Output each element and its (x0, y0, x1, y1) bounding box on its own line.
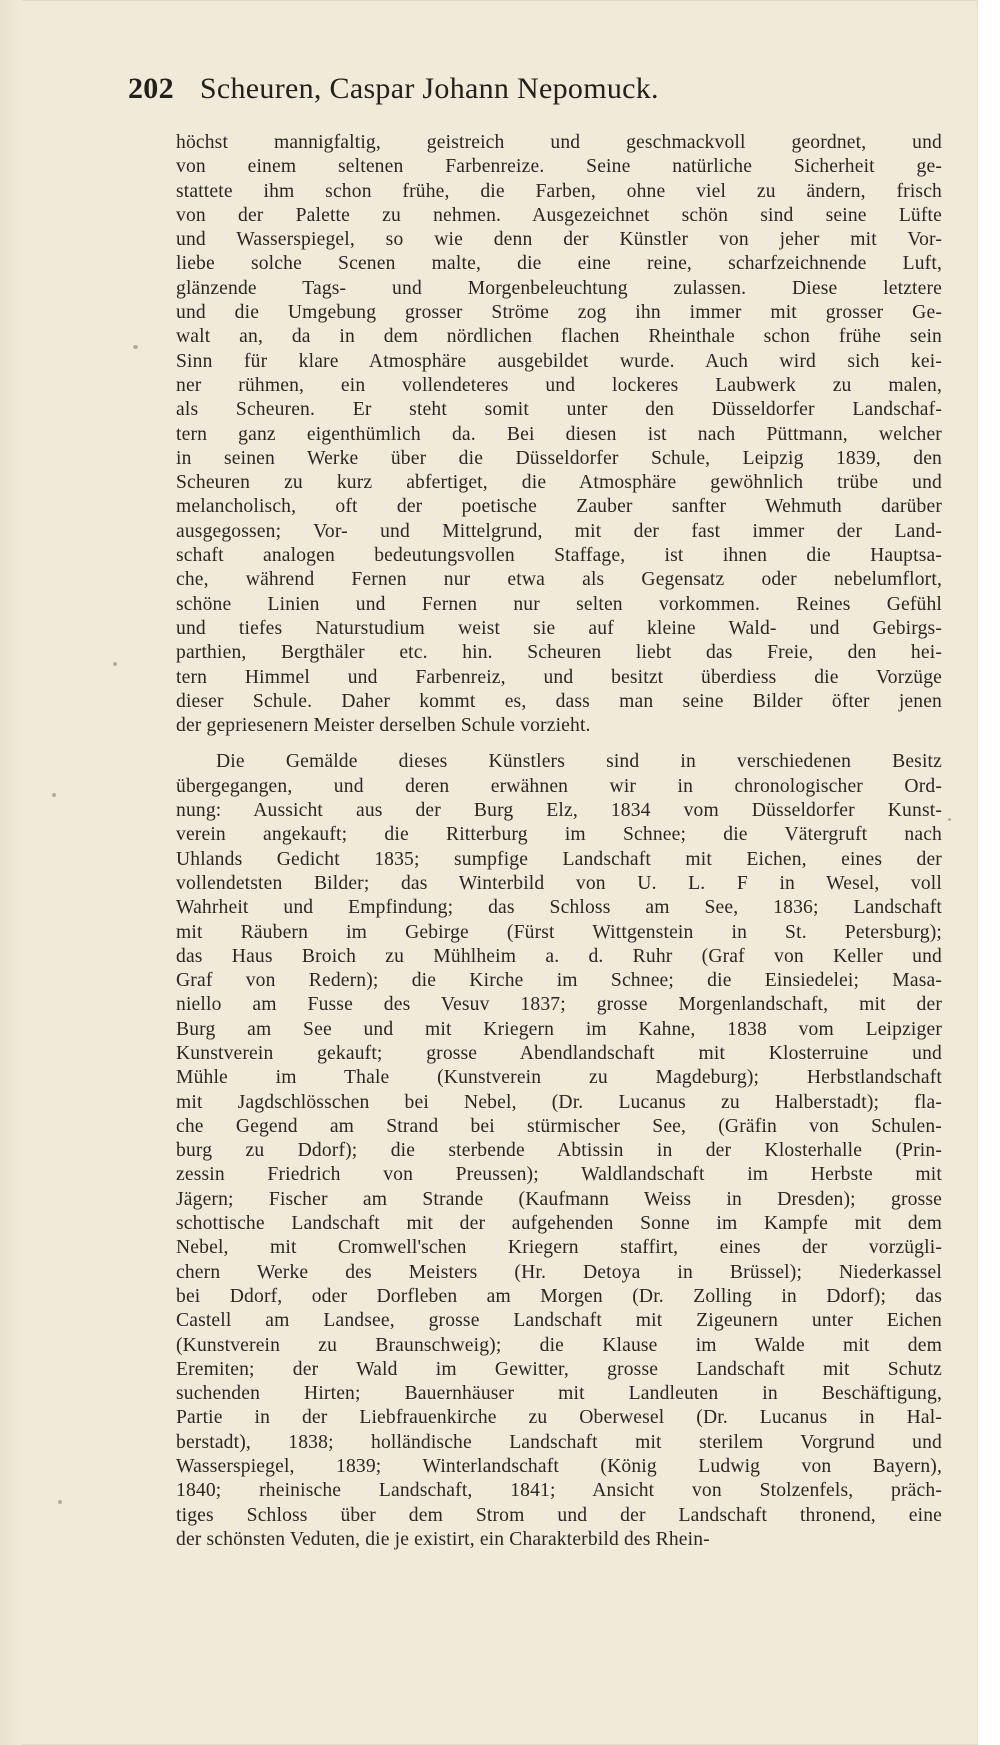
line-text: Die Gemälde dieses Künstlers sind in verschiedenen Besitz (216, 751, 942, 773)
line-text: suchenden Hirten; Bauernhäuser mit Landleuten in Beschäftigung, (176, 1383, 942, 1405)
line-text: mit Räubern im Gebirge (Fürst Wittgenstein in St. Petersburg); (176, 921, 942, 943)
text-line (176, 252, 942, 276)
paragraph-2 (176, 750, 942, 1552)
text-line (176, 1479, 942, 1503)
line-text: Jägern; Fischer am Strande (Kaufmann Weiss in Dresden); grosse (176, 1188, 942, 1210)
line-text: stattete ihm schon frühe, die Farben, ohne viel zu ändern, frisch (176, 180, 942, 202)
text-line (176, 180, 942, 204)
line-text: in seinen Werke über die Düsseldorfer Schule, Leipzig 1839, den (176, 447, 942, 469)
text-line (176, 799, 942, 823)
paper-speck (52, 793, 56, 797)
paper-speck (948, 818, 951, 821)
page-number: 202 (128, 72, 174, 105)
line-text: che Gegend am Strand bei stürmischer See, (Gräfin von Schulen- (176, 1115, 942, 1137)
text-line (176, 666, 942, 690)
line-text: chern Werke des Meisters (Hr. Detoya in Brüssel); Niederkassel (176, 1261, 942, 1283)
text-line (176, 1334, 942, 1358)
line-text: 1840; rheinische Landschaft, 1841; Ansicht von Stolzenfels, präch- (176, 1480, 942, 1502)
text-line (176, 374, 942, 398)
text-line (176, 1163, 942, 1187)
line-text: Partie in der Liebfrauenkirche zu Oberwesel (Dr. Lucanus in Hal- (176, 1407, 942, 1429)
text-line (176, 447, 942, 471)
text-line (176, 1212, 942, 1236)
line-text: Burg am See und mit Kriegern im Kahne, 1838 vom Leipziger (176, 1018, 942, 1040)
line-text: mit Jagdschlösschen bei Nebel, (Dr. Lucanus zu Halberstadt); fla- (176, 1091, 942, 1113)
text-line (176, 471, 942, 495)
line-text: zessin Friedrich von Preussen); Waldlandschaft im Herbste mit (176, 1164, 942, 1186)
text-line (176, 848, 942, 872)
line-text: verein angekauft; die Ritterburg im Schnee; die Vätergruft nach (176, 824, 942, 846)
running-title: Scheuren, Caspar Johann Nepomuck. (199, 72, 659, 105)
text-line (176, 1042, 942, 1066)
text-line (176, 775, 942, 799)
line-text: bei Ddorf, oder Dorfleben am Morgen (Dr. Zolling in Ddorf); das (176, 1285, 942, 1307)
text-line (176, 520, 942, 544)
text-line (176, 1285, 942, 1309)
text-line (176, 617, 942, 641)
line-text: tiges Schloss über dem Strom und der Landschaft thronend, eine (176, 1504, 942, 1526)
line-text: burg zu Ddorf); die sterbende Abtissin in der Klosterhalle (Prin- (176, 1140, 942, 1162)
text-line (176, 921, 942, 945)
text-line (176, 1066, 942, 1090)
text-line (176, 495, 942, 519)
line-text: Eremiten; der Wald im Gewitter, grosse Landschaft mit Schutz (176, 1358, 942, 1380)
line-text: (Kunstverein zu Braunschweig); die Klause im Walde mit dem (176, 1334, 942, 1356)
text-line (176, 1139, 942, 1163)
text-line (176, 1528, 942, 1552)
text-line (176, 1358, 942, 1382)
text-line (176, 1431, 942, 1455)
text-line (176, 131, 942, 155)
line-text: vollendetsten Bilder; das Winterbild von U. L. F in Wesel, voll (176, 872, 942, 894)
text-line (176, 301, 942, 325)
line-text: melancholisch, oft der poetische Zauber sanfter Wehmuth darüber (176, 496, 942, 518)
line-text: Scheuren zu kurz abfertiget, die Atmosphäre gewöhnlich trübe und (176, 472, 942, 494)
text-line (176, 750, 942, 774)
text-line (176, 325, 942, 349)
text-line (176, 277, 942, 301)
line-text: das Haus Broich zu Mühlheim a. d. Ruhr (Graf von Keller und (176, 945, 942, 967)
line-text: walt an, da in dem nördlichen flachen Rheinthale schon frühe sein (176, 326, 942, 348)
line-text: der gepriesenern Meister derselben Schule vorzieht. (176, 715, 591, 737)
text-line (176, 945, 942, 969)
line-text: höchst mannigfaltig, geistreich und geschmackvoll geordnet, und (176, 132, 942, 153)
line-text: dieser Schule. Daher kommt es, dass man seine Bilder öfter jenen (176, 690, 942, 712)
text-line (176, 872, 942, 896)
line-text: Graf von Redern); die Kirche im Schnee; die Einsiedelei; Masa- (176, 970, 942, 992)
line-text: Castell am Landsee, grosse Landschaft mit Zigeunern unter Eichen (176, 1310, 942, 1332)
text-line (176, 1188, 942, 1212)
body-text (176, 131, 942, 1552)
line-text: glänzende Tags- und Morgenbeleuchtung zulassen. Diese letztere (176, 277, 942, 299)
text-line (176, 641, 942, 665)
text-line (176, 993, 942, 1017)
line-text: nung: Aussicht aus der Burg Elz, 1834 vom Düsseldorfer Kunst- (176, 800, 942, 822)
text-line (176, 896, 942, 920)
line-text: Sinn für klare Atmosphäre ausgebildet wurde. Auch wird sich kei- (176, 350, 942, 372)
line-text: schottische Landschaft mit der aufgehenden Sonne im Kampfe mit dem (176, 1213, 942, 1235)
text-line (176, 423, 942, 447)
text-line (176, 1406, 942, 1430)
text-line (176, 1115, 942, 1139)
line-text: schöne Linien und Fernen nur selten vorkommen. Reines Gefühl (176, 593, 942, 615)
text-line (176, 1018, 942, 1042)
line-text: und die Umgebung grosser Ströme zog ihn immer mit grosser Ge- (176, 302, 942, 324)
line-text: übergegangen, und deren erwähnen wir in chronologischer Ord- (176, 775, 942, 797)
paragraph-1 (176, 131, 942, 738)
page-fold-shadow (0, 0, 22, 1745)
text-line (176, 1261, 942, 1285)
line-text: Uhlands Gedicht 1835; sumpfige Landschaft mit Eichen, eines der (176, 848, 942, 870)
line-text: der schönsten Veduten, die je existirt, ein Charakterbild des Rhein- (176, 1528, 710, 1550)
line-text: und Wasserspiegel, so wie denn der Künstler von jeher mit Vor- (176, 229, 942, 251)
text-line (176, 398, 942, 422)
line-text: liebe solche Scenen malte, die eine reine, scharfzeichnende Luft, (176, 253, 942, 275)
text-line (176, 228, 942, 252)
line-text: Mühle im Thale (Kunstverein zu Magdeburg); Herbstlandschaft (176, 1067, 942, 1089)
line-text: Kunstverein gekauft; grosse Abendlandschaft mit Klosterruine und (176, 1042, 942, 1064)
line-text: berstadt), 1838; holländische Landschaft mit sterilem Vorgrund und (176, 1431, 942, 1453)
text-line (176, 1236, 942, 1260)
line-text: von einem seltenen Farbenreize. Seine natürliche Sicherheit ge- (176, 156, 942, 178)
text-line (176, 1382, 942, 1406)
text-line (176, 1504, 942, 1528)
line-text: Nebel, mit Cromwell'schen Kriegern staffirt, eines der vorzügli- (176, 1237, 942, 1259)
paper-speck (133, 345, 138, 349)
text-line (176, 568, 942, 592)
text-line (176, 1455, 942, 1479)
text-line (176, 823, 942, 847)
line-text: tern ganz eigenthümlich da. Bei diesen ist nach Püttmann, welcher (176, 423, 942, 445)
line-text: schaft analogen bedeutungsvollen Staffage, ist ihnen die Hauptsa- (176, 545, 942, 567)
text-line (176, 204, 942, 228)
line-text: che, während Fernen nur etwa als Gegensatz oder nebelumflort, (176, 569, 942, 591)
line-text: tern Himmel und Farbenreiz, und besitzt überdiess die Vorzüge (176, 666, 942, 688)
line-text: Wasserspiegel, 1839; Winterlandschaft (König Ludwig von Bayern), (176, 1456, 942, 1478)
line-text: von der Palette zu nehmen. Ausgezeichnet schön sind seine Lüfte (176, 204, 942, 226)
text-line (176, 969, 942, 993)
text-line (176, 544, 942, 568)
text-line (176, 350, 942, 374)
line-text: niello am Fusse des Vesuv 1837; grosse Morgenlandschaft, mit der (176, 994, 942, 1016)
text-line (176, 1091, 942, 1115)
line-text: als Scheuren. Er steht somit unter den Düsseldorfer Landschaf- (176, 399, 942, 421)
running-header (128, 72, 908, 106)
text-line (176, 714, 942, 738)
line-text: ausgegossen; Vor- und Mittelgrund, mit der fast immer der Land- (176, 520, 942, 542)
line-text: Wahrheit und Empfindung; das Schloss am See, 1836; Landschaft (176, 897, 942, 919)
line-text: und tiefes Naturstudium weist sie auf kleine Wald- und Gebirgs- (176, 617, 942, 639)
text-line (176, 1309, 942, 1333)
line-text: parthien, Bergthäler etc. hin. Scheuren liebt das Freie, den hei- (176, 642, 942, 664)
text-line (176, 593, 942, 617)
paper-speck (113, 662, 117, 666)
text-line (176, 690, 942, 714)
text-line (176, 155, 942, 179)
paper-speck (58, 1500, 62, 1504)
line-text: ner rühmen, ein vollendeteres und lockeres Laubwerk zu malen, (176, 374, 942, 396)
